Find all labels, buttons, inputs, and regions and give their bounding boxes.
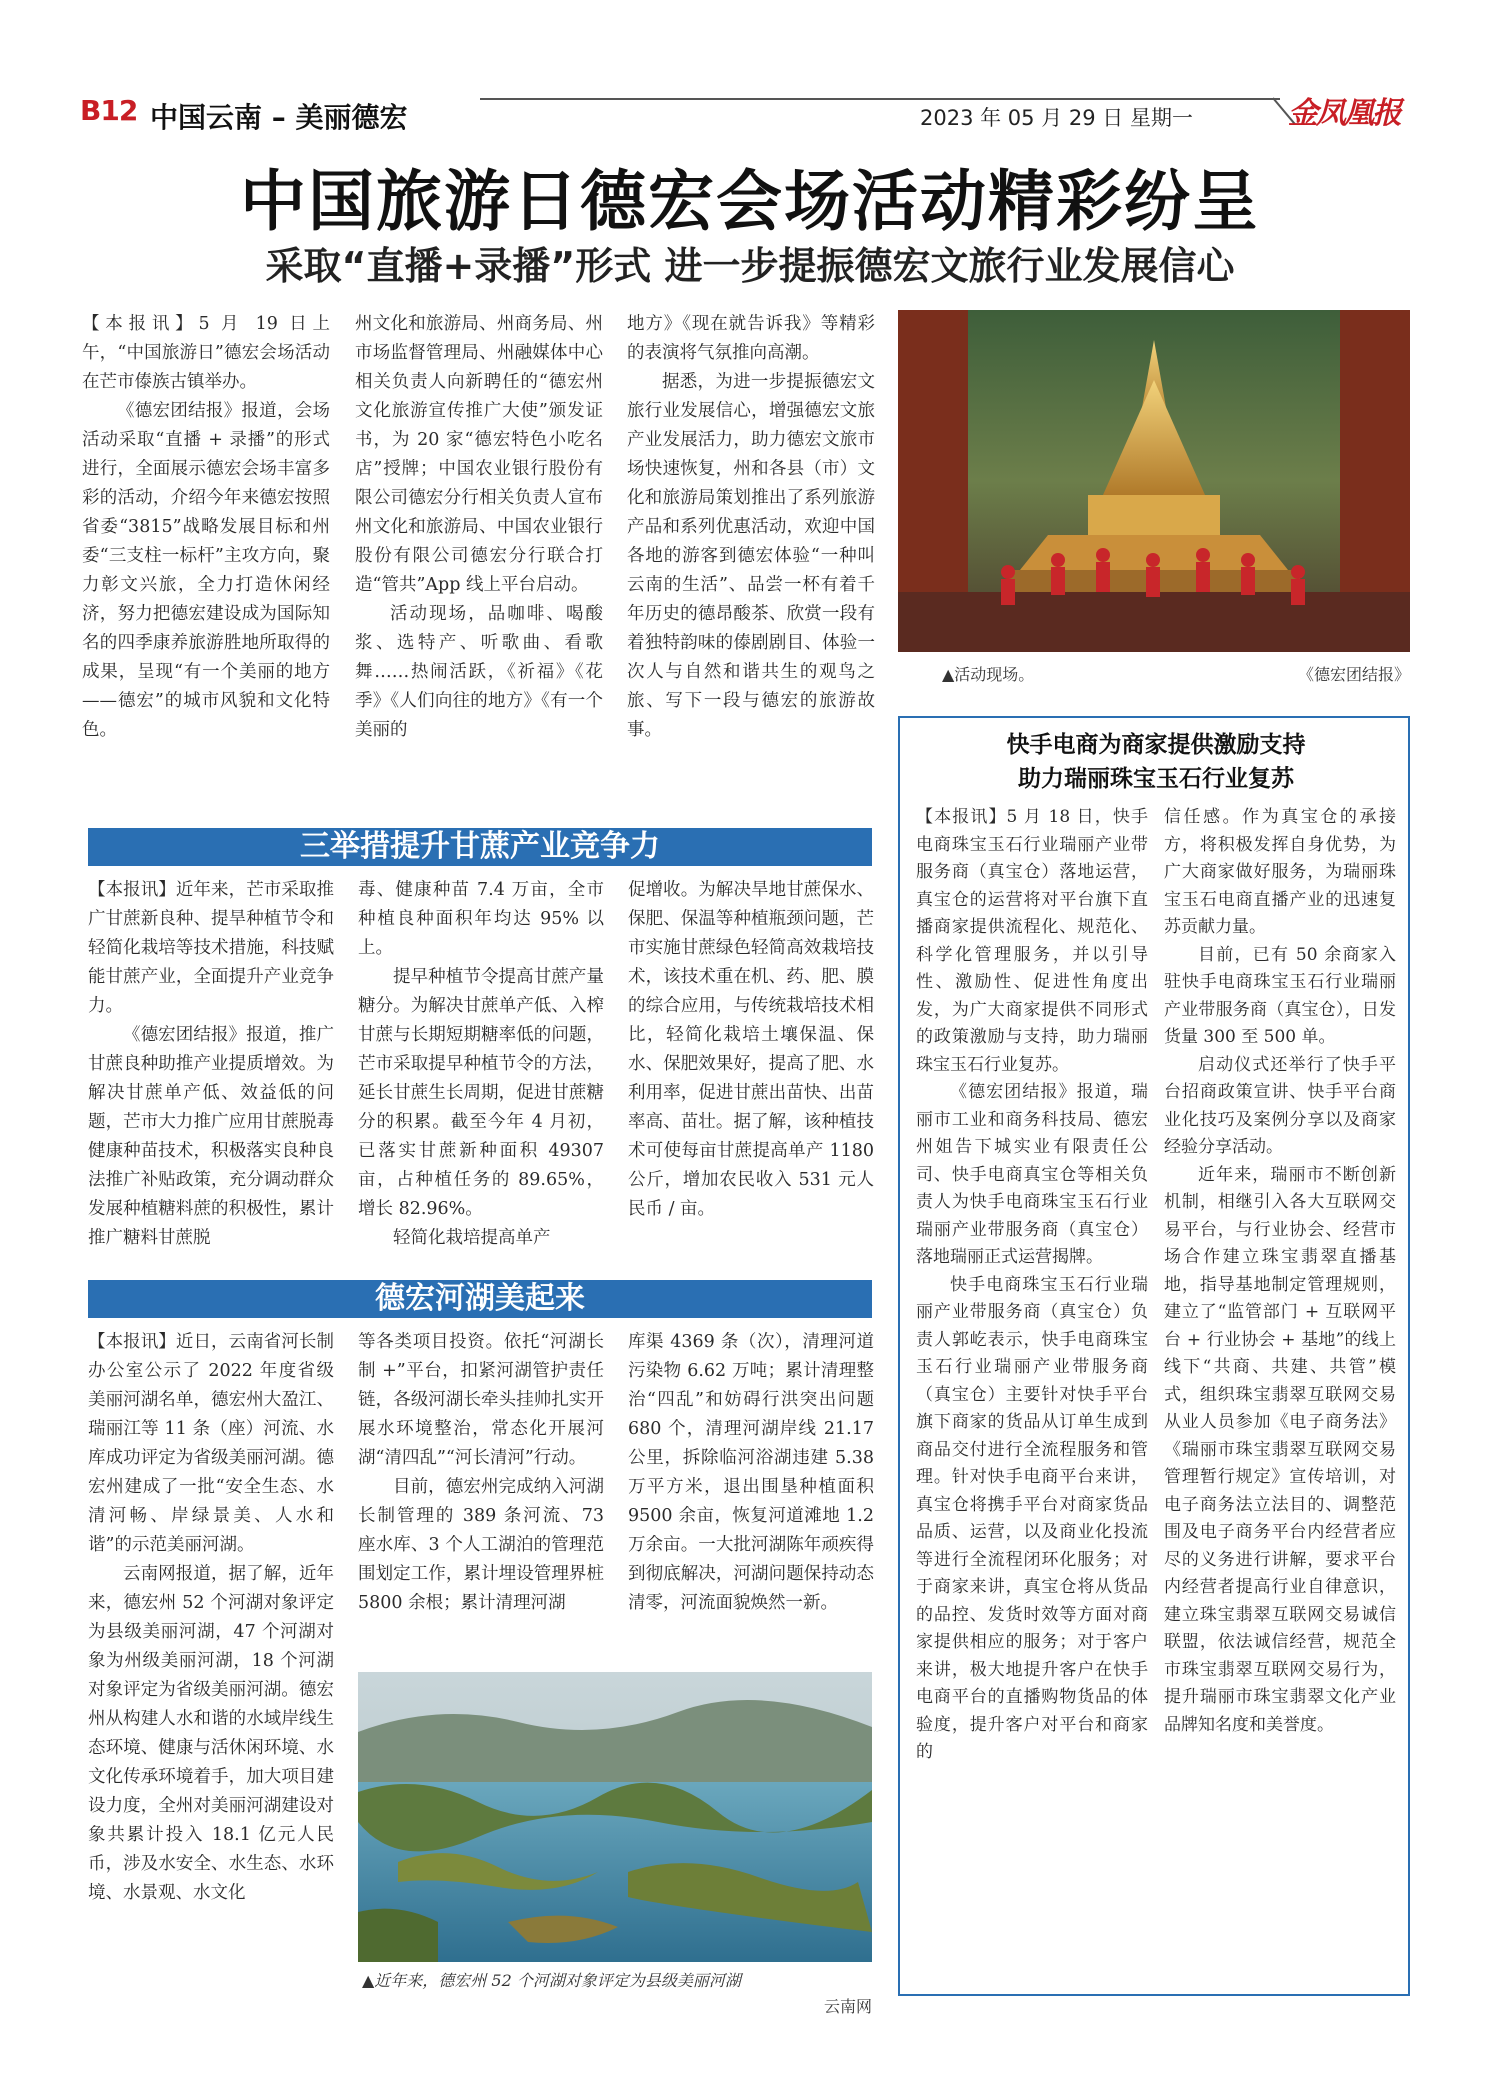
sub-headline: 采取“直播+录播”形式 进一步提振德宏文旅行业发展信心	[265, 244, 1235, 288]
article1-column-1	[82, 310, 330, 745]
paragraph: 据悉，为进一步提振德宏文旅行业发展信心，增强德宏文旅产业发展活力，助力德宏文旅市场快速恢复，州和各县（市）文化和旅游局策划推出了系列旅游产品和系列优惠活动，欢迎中国各地的游客到德宏体验“一种叫云南的生活”、品尝一杯有着千年历史的德昂酸茶、欣赏一段有着独特韵味的傣剧剧目、体验一次人与自然和谐共生的观鸟之旅、写下一段与德宏的旅游故事。	[627, 372, 875, 740]
paragraph: 活动现场，品咖啡、喝酸浆、选特产、听歌曲、看歌舞……热闹活跃，《祈福》《花季》《人们向往的地方》《有一个美丽的	[355, 604, 603, 740]
article4-column-1	[916, 804, 1148, 1767]
sugarcane-headline: 三举措提升甘蔗产业竞争力	[88, 828, 872, 866]
lake-landscape-illustration	[358, 1672, 872, 1962]
paragraph: 州文化和旅游局、州商务局、州市场监督管理局、州融媒体中心相关负责人向新聘任的“德宏州文化旅游宣传推广大使”颁发证书，为 20 家“德宏特色小吃名店”授牌；中国农业银行股份有限公司德宏分行相关负责人宣布州文化和旅游局、中国农业银行股份有限公司德宏分行联合打造“管共”App 线上平台启动。	[355, 314, 603, 595]
lake-photo-caption: ▲近年来，德宏州 52 个河湖对象评定为县级美丽河湖	[362, 1971, 741, 1990]
event-photo-source: 《德宏团结报》	[1297, 665, 1410, 684]
header-divider	[1240, 98, 1280, 128]
issue-date: 2023 年 05 月 29 日 星期一	[920, 106, 1193, 130]
paragraph: 轻简化栽培提高单产	[393, 1228, 551, 1248]
paragraph: 【本报讯】近年来，芒市采取推广甘蔗新良种、提旱种植节令和轻简化栽培等技术措施，科技赋能甘蔗产业，全面提升产业竞争力。	[88, 880, 334, 1016]
page-header	[80, 92, 1410, 136]
pagoda-stage-illustration	[898, 310, 1410, 652]
article3-column-2	[358, 1328, 604, 1618]
lake-photo-source: 云南网	[823, 1997, 872, 2016]
paragraph: 地方》《现在就告诉我》等精彩的表演将气氛推向高潮。	[627, 314, 875, 363]
article2-column-3	[628, 876, 874, 1224]
paragraph: 【本报讯】5 月 19 日上午，“中国旅游日”德宏会场活动在芒市傣族古镇举办。	[82, 314, 330, 392]
kuaishou-headline-line-1: 快手电商为商家提供激励支持	[1006, 732, 1306, 758]
paragraph: 促增收。为解决旱地甘蔗保水、保肥、保温等种植瓶颈问题，芒市实施甘蔗绿色轻简高效栽培技术，该技术重在机、药、肥、膜的综合应用，与传统栽培技术相比，轻简化栽培土壤保温、保水、保肥效果好，提高了肥、水利用率，促进甘蔗出苗快、出苗率高、苗壮。据了解，该种植技术可使每亩甘蔗提高单产 1180 公斤，增加农民收入 531 元人民币 / 亩。	[628, 880, 874, 1219]
paragraph: 近年来，瑞丽市不断创新机制，相继引入各大互联网交易平台，与行业协会、经营市场合作建立珠宝翡翠直播基地，指导基地制定管理规则，建立了“监管部门 + 互联网平台 + 行业协会 + 基地”的线上线下“共商、共建、共管”模式，组织珠宝翡翠互联网交易从业人员参加《电子商务法》《瑞丽市珠宝翡翠互联网交易管理暂行规定》宣传培训，对电子商务法立法目的、调整范围及电子商务平台内经营者应尽的义务进行讲解，要求平台内经营者提高行业自律意识，建立珠宝翡翠互联网交易诚信联盟，依法诚信经营，规范全市珠宝翡翠互联网交易行为，提升瑞丽市珠宝翡翠文化产业品牌知名度和美誉度。	[1164, 1164, 1396, 1735]
paragraph: 毒、健康种苗 7.4 万亩，全市种植良种面积年均达 95% 以上。	[358, 880, 604, 958]
article1-column-3	[627, 310, 875, 745]
paragraph: 【本报讯】5 月 18 日，快手电商珠宝玉石行业瑞丽产业带服务商（真宝仓）落地运营，真宝仓的运营将对平台旗下直播商家提供流程化、规范化、科学化管理服务，并以引导性、激励性、促进性角度出发，为广大商家提供不同形式的政策激励与支持，助力瑞丽珠宝玉石行业复苏。	[916, 807, 1148, 1075]
paragraph: 信任感。作为真宝仓的承接方，将积极发挥自身优势，为广大商家做好服务，为瑞丽珠宝玉石电商直播产业的迅速复苏贡献力量。	[1164, 807, 1396, 937]
kuaishou-article-box	[898, 716, 1410, 1996]
paragraph: 目前，德宏州完成纳入河湖长制管理的 389 条河流、73 座水库、3 个人工湖泊的管理范围划定工作，累计埋设管理界桩 5800 余根；累计清理河湖	[358, 1477, 604, 1613]
paragraph: 等各类项目投资。依托“河湖长制 +”平台，扣紧河湖管护责任链，各级河湖长牵头挂帅扎实开展水环境整治，常态化开展河湖“清四乱”“河长清河”行动。	[358, 1332, 604, 1468]
paragraph: 云南网报道，据了解，近年来，德宏州 52 个河湖对象评定为县级美丽河湖，47 个河湖对象为州级美丽河湖，18 个河湖对象评定为省级美丽河湖。德宏州从构建人水和谐的水域岸线生态环境、健康与活休闲环境、水文化传承环境着手，加大项目建设力度，全州对美丽河湖建设对象共累计投入 18.1 亿元人民币，涉及水安全、水生态、水环境、水景观、水文化	[88, 1564, 334, 1903]
paragraph: 库渠 4369 条（次），清理河道污染物 6.62 万吨；累计清理整治“四乱”和妨碍行洪突出问题 680 个，清理河湖岸线 21.17 公里，拆除临河浴湖违建 5.38 万平方米，退出围垦种植面积 9500 余亩，恢复河道滩地 1.2 万余亩。一大批河湖陈年顽疾得到彻底解决，河湖问题保持动态清零，河流面貌焕然一新。	[628, 1332, 874, 1613]
kuaishou-headline-line-2: 助力瑞丽珠宝玉石行业复苏	[1018, 766, 1294, 792]
masthead-logo: 金凤凰报	[1288, 96, 1400, 131]
lake-photo	[358, 1672, 872, 1962]
article1-column-2	[355, 310, 603, 745]
main-headline: 中国旅游日德宏会场活动精彩纷呈	[240, 163, 1260, 240]
paragraph: 《德宏团结报》报道，会场活动采取“直播 + 录播”的形式进行，全面展示德宏会场丰富多彩的活动，介绍今年来德宏按照省委“3815”战略发展目标和州委“三支柱一标杆”主攻方向，聚力彰文兴旅，全力打造休闲经济，努力把德宏建设成为国际知名的四季康养旅游胜地所取得的成果，呈现“有一个美丽的地方——德宏”的城市风貌和文化特色。	[82, 401, 330, 740]
article4-column-2	[1164, 804, 1396, 1739]
paragraph: 提早种植节令提高甘蔗产量糖分。为解决甘蔗单产低、入榨甘蔗与长期短期糖率低的问题，芒市采取提早种植节令的方法，延长甘蔗生长周期，促进甘蔗糖分的积累。截至今年 4 月初，已落实甘蔗新种面积 49307 亩，占种植任务的 89.65%，增长 82.96%。	[358, 967, 604, 1219]
event-photo	[898, 310, 1410, 652]
paragraph: 【本报讯】近日，云南省河长制办公室公示了 2022 年度省级美丽河湖名单，德宏州大盈江、瑞丽江等 11 条（座）河流、水库成功评定为省级美丽河湖。德宏州建成了一批“安全生态、水清河畅、岸绿景美、人水和谐”的示范美丽河湖。	[88, 1332, 334, 1555]
event-photo-caption: ▲活动现场。	[942, 665, 1035, 684]
paragraph: 快手电商珠宝玉石行业瑞丽产业带服务商（真宝仓）负责人郭屹表示，快手电商珠宝玉石行业瑞丽产业带服务商（真宝仓）主要针对快手平台旗下商家的货品从订单生成到商品交付进行全流程服务和管理。针对快手电商平台来讲，真宝仓将携手平台对商家货品品质、运营，以及商业化投流等进行全流程闭环化服务；对于商家来讲，真宝仓将从货品的品控、发货时效等方面对商家提供相应的服务；对于客户来讲，极大地提升客户在快手电商平台的直播购物货品的体验度，提升客户对平台和商家的	[916, 1274, 1148, 1762]
header-rule	[480, 98, 1260, 100]
paragraph: 《德宏团结报》报道，瑞丽市工业和商务科技局、德宏州姐告下城实业有限责任公司、快手电商真宝仓等相关负责人为快手电商珠宝玉石行业瑞丽产业带服务商（真宝仓）落地瑞丽正式运营揭牌。	[916, 1082, 1148, 1267]
article2-column-2	[358, 876, 604, 1253]
paragraph: 《德宏团结报》报道，推广甘蔗良种助推产业提质增效。为解决甘蔗单产低、效益低的问题，芒市大力推广应用甘蔗脱毒健康种苗技术，积极落实良种良法推广补贴政策，充分调动群众发展种植糖料蔗的积极性，累计推广糖料甘蔗脱	[88, 1025, 334, 1248]
article3-column-1	[88, 1328, 334, 1908]
page-number: B12	[80, 94, 138, 127]
paragraph: 目前，已有 50 余商家入驻快手电商珠宝玉石行业瑞丽产业带服务商（真宝仓），日发货量 300 至 500 单。	[1164, 944, 1396, 1047]
article3-column-3	[628, 1328, 874, 1618]
paragraph: 启动仪式还举行了快手平台招商政策宣讲、快手平台商业化技巧及案例分享以及商家经验分享活动。	[1164, 1054, 1396, 1157]
article2-column-1	[88, 876, 334, 1253]
kuaishou-headline	[900, 728, 1412, 796]
rivers-headline: 德宏河湖美起来	[88, 1280, 872, 1318]
section-name: 中国云南 – 美丽德宏	[150, 101, 408, 134]
